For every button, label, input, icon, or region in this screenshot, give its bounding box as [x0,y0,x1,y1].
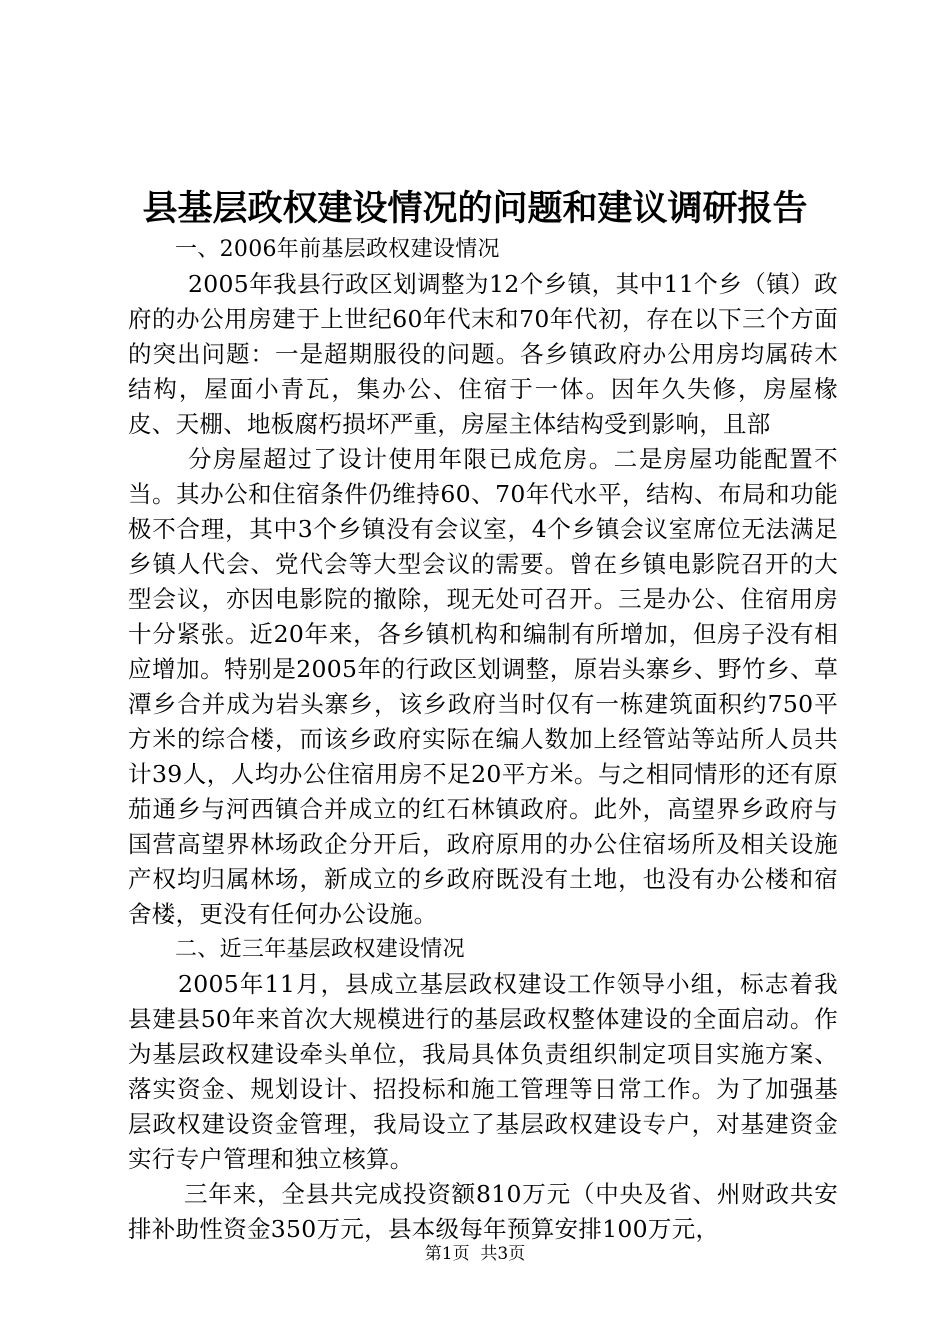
paragraph: 2005年我县行政区划调整为12个乡镇，其中11个乡（镇）政府的办公用房建于上世纪60年代末和70年代初，存在以下三个方面的突出问题：一是超期服役的问题。各乡镇政府办公用房均属砖木结构，屋面小青瓦，集办公、住宿于一体。因年久失修，房屋椽皮、天棚、地板腐朽损坏严重，房屋主体结构受到影响，且部 [128,270,838,438]
document-body [128,232,838,1247]
paragraph: 分房屋超过了设计使用年限已成危房。二是房屋功能配置不当。其办公和住宿条件仍维持60、70年代水平，结构、布局和功能极不合理，其中3个乡镇没有会议室，4个乡镇会议室席位无法满足乡镇人代会、党代会等大型会议的需要。曾在乡镇电影院召开的大型会议，亦因电影院的撤除，现无处可召开。三是办公、住宿用房十分紧张。近20年来，各乡镇机构和编制有所增加，但房子没有相应增加。特别是2005年的行政区划调整，原岩头寨乡、野竹乡、草潭乡合并成为岩头寨乡，该乡政府当时仅有一栋建筑面积约750平方米的综合楼，而该乡政府实际在编人数加上经管站等站所人员共计39人，人均办公住宿用房不足20平方米。与之相同情形的还有原茄通乡与河西镇合并成立的红石林镇政府。此外，高望界乡政府与国营高望界林场政企分开后，政府原用的办公住宿场所及相关设施产权均归属林场，新成立的乡政府既没有土地，也没有办公楼和宿舍楼，更没有任何办公设施。 [128,445,838,928]
paragraph: 2005年11月，县成立基层政权建设工作领导小组，标志着我县建县50年来首次大规模进行的基层政权整体建设的全面启动。作为基层政权建设牵头单位，我局具体负责组织制定项目实施方案、落实资金、规划设计、招投标和施工管理等日常工作。为了加强基层政权建设资金管理，我局设立了基层政权建设专户，对基建资金实行专户管理和独立核算。 [128,970,838,1173]
paragraph: 三年来，全县共完成投资额810万元（中央及省、州财政共安排补助性资金350万元，县本级每年预算安排100万元， [128,1180,838,1243]
section-heading-2: 二、近三年基层政权建设情况 [175,937,465,962]
page-number-footer: 第1页 共3页 [424,1244,526,1264]
section-heading-1: 一、2006年前基层政权建设情况 [175,237,500,262]
document-title: 县基层政权建设情况的问题和建议调研报告 [142,188,808,229]
